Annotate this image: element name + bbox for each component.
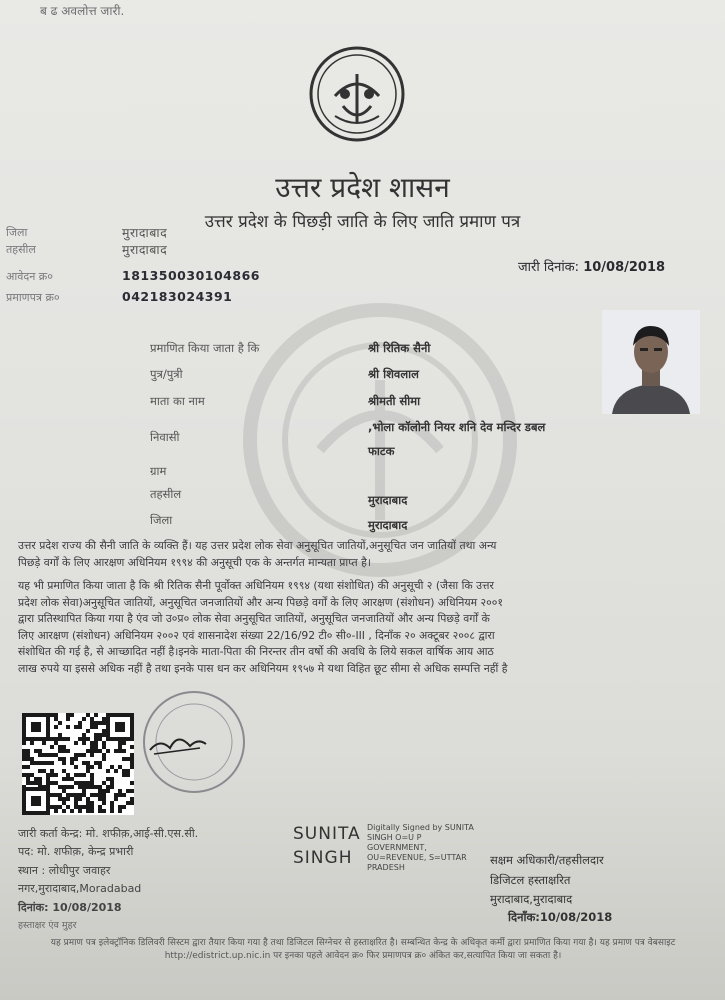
certificate-subtitle: उत्तर प्रदेश के पिछड़ी जाति के लिए जाति प्रमाण पत्र: [204, 212, 521, 232]
caste-paragraph-line: उत्तर प्रदेश राज्य की सैनी जाति के व्यक्ति हैं। यह उत्तर प्रदेश लोक सेवा अनुसूचित जातियों,अनुसूचित जन जातियों तथा अन्य: [18, 539, 497, 552]
issuer-date: दिनांक: 10/08/2018: [18, 901, 122, 914]
mother-name: श्रीमती सीमा: [368, 394, 421, 408]
certify-label: प्रमाणित किया जाता है कि: [150, 341, 260, 355]
issuer-sign-label: हस्ताक्षर एंव मुहर: [18, 920, 77, 931]
digital-signature-details: Digitally Signed by SUNITA SINGH O=U P GOVERNMENT, OU=REVENUE, S=UTTAR PRADESH: [367, 823, 474, 872]
issuer-city: नगर,मुरादाबाद,Moradabad: [18, 882, 142, 895]
address-line-1: ,भोला कॉलोनी नियर शनि देव मन्दिर डबल: [368, 420, 546, 434]
authority-date: दिनाँक:10/08/2018: [508, 910, 613, 924]
issuer-center: जारी कर्ता केन्द्र: मो. शफीक़,आई-सी.एस.सी.: [18, 827, 199, 840]
creamy-layer-line: लाख रुपये या इससे अधिक नहीं है तथा इनके पास धन कर अधिनियम १९५७ मे यथा विहित छूट सीमा से अधिक सम्पत्ति नहीं है: [18, 661, 508, 675]
creamy-layer-line: द्वारा प्रतिस्थापित किया गया है एंव जो उ०प्र० लोक सेवा अनुसूचित जातियों, अनुसूचित जनजातियों और अन्य पिछड़े वर्गों के: [18, 612, 490, 626]
certificate-number-value: 042183024391: [122, 289, 233, 304]
header-top-text: ब ढ अवलोत्त जारी.: [40, 4, 125, 18]
father-name: श्री शिवलाल: [368, 367, 419, 381]
issuer-seal-icon: [140, 688, 248, 796]
district-row-label: जिला: [150, 513, 173, 527]
creamy-layer-line: संशोधित की गई है, से आच्छादित नहीं है।इनके माता-पिता की निरन्तर तीन वर्षो की अवधि के लिये सकल वार्षिक आय आठ: [18, 645, 494, 659]
resident-label: निवासी: [150, 430, 180, 444]
tehsil-row-value: मुरादाबाद: [368, 493, 408, 507]
caste-paragraph: [18, 538, 708, 571]
parent-label: पुत्र/पुत्री: [150, 367, 183, 381]
holder-name: श्री रितिक सैनी: [368, 341, 431, 355]
village-label: ग्राम: [150, 464, 167, 478]
authority-digital-signed: डिजिटल हस्ताक्षरित: [490, 873, 571, 887]
footer-note: यह प्रमाण पत्र इलेक्ट्रॉनिक डिलिवरी सिस्टम द्वारा तैयार किया गया है तथा डिजिटल सिग्नेचर से हस्ताक्षरित है। सम्बन्धित केन्द्र के अधिकृत कर्मी द्वारा प्रमाणित किया गया है। यह प्रमाण पत्र वेबसाइट http://edistrict.up.nic.in पर इनका पहले आवेदन क्र० फिर प्रमाणपत्र क्र० अंकित कर,सत्यापित किया जा सकता है।: [50, 938, 676, 961]
digital-signer-name-line: SINGH: [293, 848, 353, 868]
district-label: जिला: [6, 226, 28, 239]
creamy-layer-line: यह भी प्रमाणित किया जाता है कि श्री रितिक सैनी पूर्वोक्त अधिनियम १९९४ (यथा संशोधित) की अनुसूची २ (जैसा कि उत्तर: [18, 579, 494, 592]
issue-date-value: 10/08/2018: [583, 260, 666, 275]
tehsil-value: मुरादाबाद: [122, 242, 168, 257]
application-number-label: आवेदन क्र०: [6, 270, 53, 283]
tehsil-row-label: तहसील: [150, 487, 182, 501]
issue-date-label: जारी दिनांक:: [518, 260, 580, 275]
issuer-place: स्थान : लोधीपुर जवाहर: [18, 864, 111, 877]
digital-signer-name-line: SUNITA: [293, 824, 361, 844]
issue-date: [518, 257, 665, 275]
authority-title: सक्षम अधिकारी/तहसीलदार: [490, 853, 604, 867]
tehsil-label: तहसील: [6, 243, 36, 256]
application-number-value: 181350030104866: [122, 268, 260, 283]
up-government-emblem-icon: [305, 44, 409, 144]
district-value: मुरादाबाद: [122, 225, 168, 240]
qr-code: [22, 713, 134, 815]
certificate-number-label: प्रमाणपत्र क्र०: [6, 291, 60, 304]
applicant-photo: [602, 310, 700, 414]
address-line-2: फाटक: [368, 444, 395, 458]
issuer-post: पद: मो. शफीक़, केन्द्र प्रभारी: [18, 845, 134, 858]
certificate-government-title: उत्तर प्रदेश शासन: [275, 171, 450, 204]
creamy-layer-paragraph: [18, 578, 708, 678]
district-row-value: मुरादाबाद: [368, 518, 408, 532]
creamy-layer-line: प्रदेश लोक सेवा)अनुसूचित जातियों, अनुसूचित जनजातियों और अन्य पिछड़े वर्गों के लिए आरक्षण (संशोधन) अधिनियम २००१: [18, 595, 504, 609]
creamy-layer-line: लिए आरक्षण (संशोधन) अधिनियम २००२ एवं शासनादेश संख्या 22/16/92 टी० सी०-III , दिनाँक २० अक्टूबर २००८ द्वारा: [18, 628, 495, 642]
caste-paragraph-line: पिछड़े वर्गों के लिए आरक्षण अधिनियम १९९४ की अनुसूची एक के अन्तर्गत मान्यता प्राप्त है।: [18, 555, 371, 569]
authority-location: मुरादाबाद,मुरादाबाद: [490, 892, 573, 906]
mother-label: माता का नाम: [150, 394, 205, 408]
